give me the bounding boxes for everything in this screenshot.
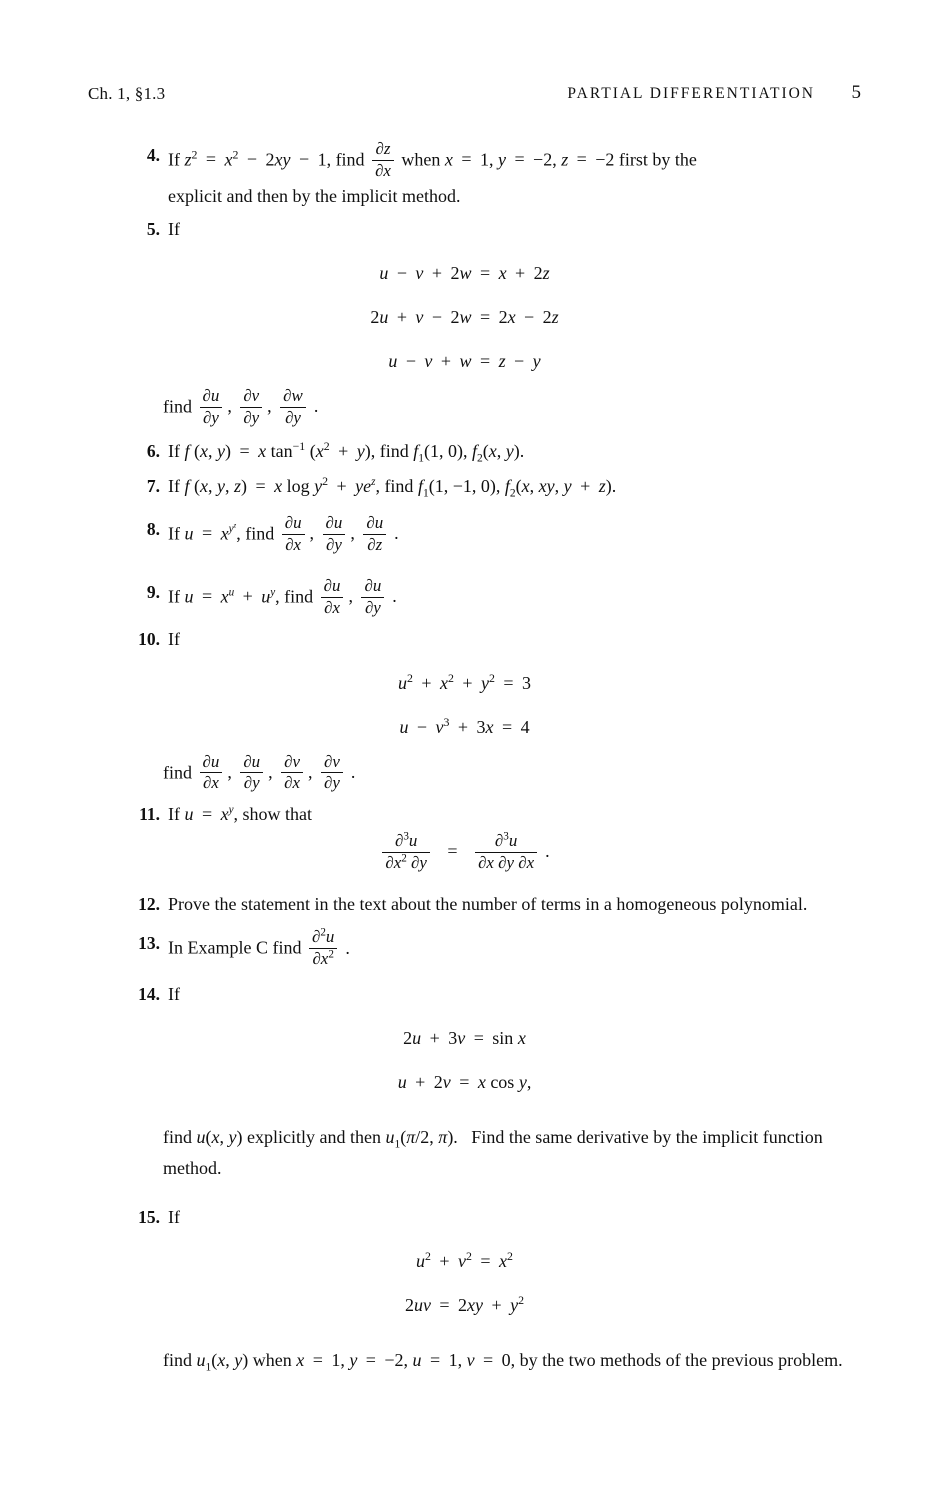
exercise-line: If f (x, y) = x $\tan^{-1} (x^2 + y)$, find $f_1(1$, 0), $f_2(x$, y).	[168, 438, 525, 465]
partial-fraction: $\frac{\partial u}{\partial y}$	[199, 387, 224, 428]
display-equation: $u^2 + v^2 = x^2$	[416, 1249, 513, 1272]
exercise-line: If $u = x^y$, show that	[168, 804, 313, 825]
exercise-body	[168, 140, 860, 212]
display-equation-group	[0, 832, 949, 873]
display-equation: $u - v^3 + 3x = 4$	[399, 714, 530, 737]
exercise-line: find $u_1(x$, y) when x = 1, y = −2, u = 1, v = 0, by the two methods of the previous problem.	[163, 1350, 843, 1374]
exercise-find-line: find $\frac{\partial u}{\partial y}$ , $\frac{\partial v}{\partial y}$ , $\frac{\partial w}{\partial y}$ .	[163, 385, 319, 427]
exercise-item	[0, 799, 949, 873]
exercise-item	[0, 214, 949, 428]
exercise-number: 12.	[138, 894, 160, 915]
exercise-body	[168, 577, 860, 618]
exercise-number: 14.	[138, 984, 160, 1005]
exercise-text: In Example C find	[168, 937, 302, 958]
exercise-line: If $z^2 = x^2 - 2xy - 1$, find $\frac{\partial z}{\partial x}$ when x = 1, y = −2, z = −2 first by the	[168, 139, 697, 180]
exercise-item	[0, 928, 949, 969]
find-label: find	[163, 761, 192, 782]
exercise-item	[0, 514, 949, 555]
partial-fraction: $\frac{\partial z}{\partial x}$	[371, 140, 395, 181]
exercise-list	[0, 140, 949, 1394]
exercise-body	[168, 214, 860, 245]
exercise-item	[0, 1202, 949, 1376]
exercise-body	[168, 889, 860, 920]
partial-fraction: $\frac{\partial u}{\partial y}$	[360, 577, 385, 618]
exercise-number: 11.	[139, 804, 160, 825]
exercise-item	[0, 577, 949, 618]
exercise-number: 4.	[146, 145, 160, 165]
display-equation-group	[0, 251, 949, 383]
exercise-body	[168, 1202, 860, 1233]
find-label: find	[163, 396, 192, 417]
partial-fraction: $\frac{\partial u}{\partial x}$	[281, 514, 306, 555]
display-equation: 2u + v − 2w = 2x − 2z	[370, 306, 559, 327]
exercise-body	[168, 624, 860, 655]
exercise-lead: If	[168, 628, 180, 649]
running-head	[88, 84, 861, 108]
display-equation-group	[0, 1239, 949, 1327]
exercise-line: If f (x, y, z) = x $\log y^2 + ye^z$, find $f_1(1$, −1, 0), $f_2(x$, xy, y + z).	[168, 473, 617, 500]
partial-fraction: $\frac{\partial v}{\partial y}$	[320, 753, 344, 794]
exercise-find-line: find $\frac{\partial u}{\partial x}$ , $\frac{\partial u}{\partial y}$ , $\frac{\partial v}{\partial x}$ , $\frac{\partial v}{\partial y}$ .	[163, 751, 356, 793]
exercise-line: If $u = x^{y^z}$, find $\frac{\partial u}{\partial x}$ , $\frac{\partial u}{\partial y}$ , $\frac{\partial u}{\partial z}$ .	[168, 512, 399, 554]
exercise-body	[168, 514, 860, 555]
exercise-body	[168, 471, 860, 502]
partial-fraction: $\frac{\partial^3u}{\partial x^2 \partial y}$	[381, 832, 431, 873]
exercise-number: 8.	[146, 518, 160, 539]
partial-fraction: $\frac{\partial^2u}{\partial x^2}$	[308, 928, 338, 969]
exercise-body	[168, 799, 860, 830]
display-equation-group	[0, 1016, 949, 1104]
exercise-item	[0, 140, 949, 212]
exercise-tail	[163, 1122, 860, 1184]
exercise-number: 13.	[138, 933, 160, 954]
display-equation-group	[0, 661, 949, 749]
exercise-line: If $u = x^u + u^y$, find $\frac{\partial u}{\partial x}$ , $\frac{\partial u}{\partial y}$ .	[168, 575, 397, 617]
partial-fraction: $\frac{\partial v}{\partial x}$	[280, 753, 304, 794]
exercise-number: 10.	[138, 628, 160, 649]
exercise-item	[0, 471, 949, 502]
exercise-body	[168, 928, 860, 969]
display-equation: u − v + w = z − y	[388, 350, 541, 371]
exercise-number: 7.	[146, 475, 160, 496]
exercise-item	[0, 624, 949, 794]
exercise-lead: If	[168, 984, 180, 1005]
partial-fraction: $\frac{\partial w}{\partial y}$	[279, 387, 307, 428]
exercise-item	[0, 889, 949, 920]
exercise-body	[168, 979, 860, 1010]
partial-fraction: $\frac{\partial u}{\partial y}$	[322, 514, 347, 555]
exercise-number: 5.	[146, 218, 160, 239]
display-equation: $\frac{\partial^3u}{\partial x^2 \partial y}$ = $\frac{\partial^3u}{\partial x \partial y \partial x}$ .	[0, 832, 929, 873]
exercise-item	[0, 979, 949, 1184]
partial-fraction: $\frac{\partial^3u}{\partial x \partial y \partial x}$	[474, 832, 538, 873]
exercise-line: find u(x, y) explicitly and then $u_1(\pi/2$, π). Find the same derivative by the implicit function method.	[163, 1127, 823, 1179]
display-equation: $u^2 + x^2 + y^2 = 3$	[398, 670, 531, 693]
exercise-body	[168, 436, 860, 467]
exercise-item	[0, 436, 949, 467]
exercise-number: 9.	[146, 581, 160, 602]
exercise-line: Prove the statement in the text about the number of terms in a homogeneous polynomial.	[168, 894, 808, 915]
running-head-title: PARTIAL DIFFERENTIATION	[567, 85, 815, 102]
partial-fraction: $\frac{\partial u}{\partial x}$	[199, 753, 224, 794]
display-equation: $2uv = 2xy + y^2$	[404, 1293, 525, 1316]
exercise-number: 15.	[138, 1207, 160, 1228]
exercise-number: 6.	[146, 440, 160, 461]
display-equation: u + 2v = x cos y,	[397, 1072, 532, 1093]
display-equation: u − v + 2w = x + 2z	[379, 262, 550, 283]
partial-fraction: $\frac{\partial u}{\partial y}$	[239, 753, 264, 794]
exercise-lead: If	[168, 218, 180, 239]
display-equation: 2u + 3v = sin x	[403, 1028, 526, 1049]
exercise-line: In Example C find $\frac{\partial^2u}{\partial x^2}$ .	[168, 926, 350, 969]
partial-fraction: $\frac{\partial u}{\partial z}$	[362, 514, 387, 555]
exercise-line: explicit and then by the implicit method.	[168, 185, 461, 206]
partial-fraction: $\frac{\partial u}{\partial x}$	[320, 577, 345, 618]
running-head-chapter: Ch. 1, §1.3	[88, 84, 166, 103]
exercise-tail	[163, 1345, 860, 1376]
exercise-lead: If	[168, 1207, 180, 1228]
page-number: 5	[851, 82, 861, 103]
partial-fraction: $\frac{\partial v}{\partial y}$	[239, 387, 263, 428]
